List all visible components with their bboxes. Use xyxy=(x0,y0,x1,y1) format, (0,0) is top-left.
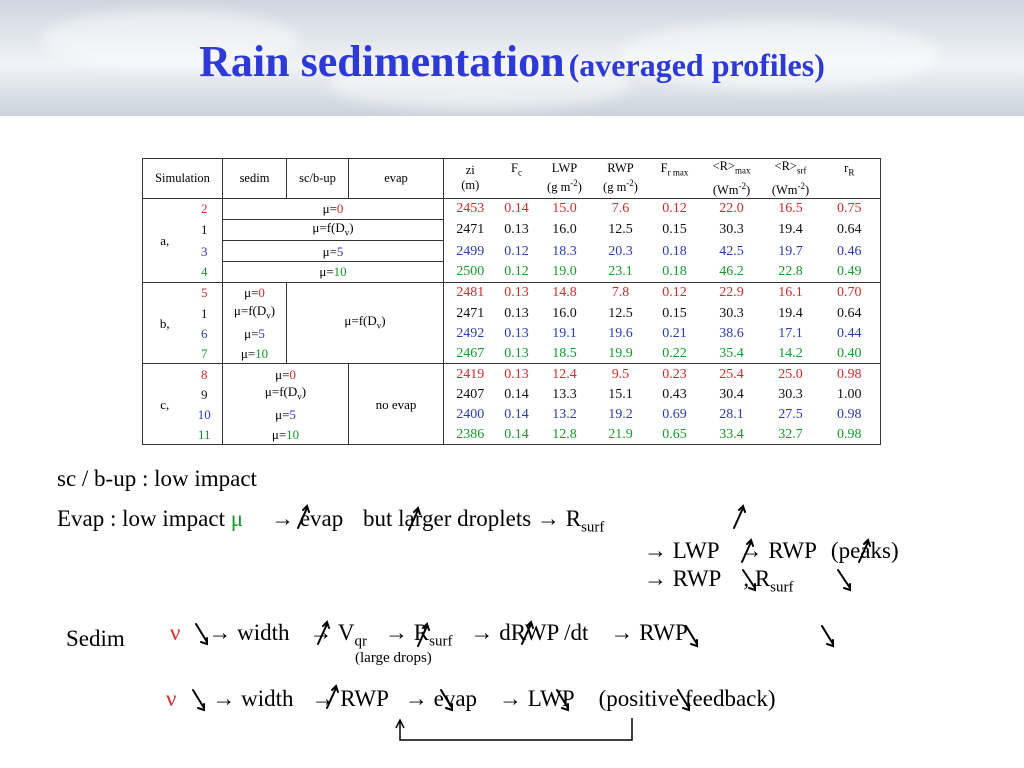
rmax-value: 30.3 xyxy=(719,305,744,321)
fc-value: 0.13 xyxy=(504,325,529,341)
zi-value: 2386 xyxy=(444,425,497,445)
zi-value: 2500 xyxy=(444,262,497,283)
rr-value: 0.98 xyxy=(819,364,881,384)
rwp-value: 12.5 xyxy=(608,305,633,321)
lwp-value: 13.2 xyxy=(552,407,577,423)
shared-setting: $\mu=f(D_v)$ xyxy=(287,282,444,363)
zi-value: 2407 xyxy=(444,384,497,405)
fr-value: 0.12 xyxy=(649,198,701,219)
arrow-up-icon xyxy=(522,624,531,644)
rwp-value: 7.8 xyxy=(593,282,649,302)
rmax-value: 42.5 xyxy=(719,243,744,259)
arrow-up-icon xyxy=(318,624,327,644)
arrow-down-icon xyxy=(822,626,833,644)
fc-value: 0.13 xyxy=(497,364,537,384)
fc-value: 0.12 xyxy=(504,243,529,259)
arrow-up-icon xyxy=(409,510,418,530)
sim-id: 7 xyxy=(187,343,223,363)
arrow-down-icon xyxy=(441,690,452,708)
rr-value: 1.00 xyxy=(819,384,881,405)
fc-value: 0.14 xyxy=(497,198,537,219)
fr-value: 0.15 xyxy=(662,305,687,321)
note-evap-lwp: → LWP → RWP (peaks) xyxy=(644,538,899,563)
rmax-value: 30.3 xyxy=(719,222,744,238)
arrow-down-icon xyxy=(743,570,755,588)
sim-id: 1 xyxy=(201,305,208,321)
lwp-value: 19.1 xyxy=(552,325,577,341)
feedback-loop-line xyxy=(400,718,632,740)
zi-value: 2467 xyxy=(444,343,497,363)
setting-cell: μ=0 xyxy=(223,198,444,219)
setting-cell: μ=10 xyxy=(223,425,349,445)
rwp-value: 20.3 xyxy=(608,243,633,259)
fc-value: 0.14 xyxy=(504,407,529,423)
setting-cell: μ=0 xyxy=(223,364,349,384)
sim-id: 2 xyxy=(187,198,223,219)
arrow-down-icon xyxy=(678,690,689,708)
rsrf-value: 19.7 xyxy=(778,243,803,259)
col-fc: $F_c$ xyxy=(497,159,537,199)
col-evap: evap xyxy=(349,159,444,199)
evap-setting: no evap xyxy=(349,364,444,445)
rr-value: 0.98 xyxy=(819,405,881,425)
rsrf-value: 25.0 xyxy=(763,364,819,384)
setting-cell: μ=10 xyxy=(223,262,444,283)
rsrf-value: 14.2 xyxy=(763,343,819,363)
note-evap-rwp: → RWP , $R_{surf}$ xyxy=(644,566,794,596)
zi-value: 2453 xyxy=(444,198,497,219)
fr-value: 0.15 xyxy=(662,222,687,238)
sim-id: 11 xyxy=(187,425,223,445)
col-scbup: sc/b-up xyxy=(287,159,349,199)
zi-value: 2471 xyxy=(444,219,497,241)
fr-value: 0.12 xyxy=(649,282,701,302)
group-label: c, xyxy=(143,364,187,445)
sedim-cell: μ=0 xyxy=(223,282,287,302)
rwp-value: 23.1 xyxy=(593,262,649,283)
arrow-up-icon xyxy=(418,626,427,646)
rr-value: 0.98 xyxy=(819,425,881,445)
rmax-value: 30.4 xyxy=(719,386,744,402)
rwp-value: 7.6 xyxy=(593,198,649,219)
sedim-cell: μ=5 xyxy=(223,323,287,343)
rr-value: 0.64 xyxy=(819,219,881,241)
col-zi: zi (m) xyxy=(444,159,497,199)
note-sedim-2: ν → width → RWP → evap → LWP (positive feedback) xyxy=(166,686,776,711)
arrow-up-icon xyxy=(327,688,336,708)
zi-value: 2499 xyxy=(444,241,497,262)
note-evap: Evap : low impact μ → evap but larger droplets → $R_{surf}$ xyxy=(57,506,605,536)
arrow-up-icon xyxy=(298,508,307,528)
lwp-value: 16.0 xyxy=(552,305,577,321)
note-sedim-1: ν → width → $V_{qr} \to R_{surf}$ → dRWP /dt → RWP xyxy=(170,620,688,650)
arrow-up-icon xyxy=(859,542,868,562)
rr-value: 0.40 xyxy=(819,343,881,363)
lwp-value: 12.4 xyxy=(537,364,593,384)
fc-value: 0.13 xyxy=(504,305,529,321)
zi-value: 2481 xyxy=(444,282,497,302)
fr-value: 0.18 xyxy=(662,243,687,259)
title-main: Rain sedimentation xyxy=(199,37,565,86)
rr-value: 0.49 xyxy=(819,262,881,283)
lwp-value: 16.0 xyxy=(552,222,577,238)
fc-value: 0.13 xyxy=(497,282,537,302)
rsrf-value: 22.8 xyxy=(763,262,819,283)
note-scbup: sc / b-up : low impact xyxy=(57,466,257,491)
rsrf-value: 30.3 xyxy=(778,386,803,402)
rsrf-value: 32.7 xyxy=(763,425,819,445)
sim-id: 9 xyxy=(201,386,208,402)
rr-value: 0.64 xyxy=(819,303,881,324)
rwp-value: 19.9 xyxy=(593,343,649,363)
zi-value: 2400 xyxy=(444,405,497,425)
rsrf-value: 27.5 xyxy=(778,407,803,423)
col-sedim: sedim xyxy=(223,159,287,199)
setting-cell: $\mu=f(D_v)$ xyxy=(223,384,349,405)
sim-id: 4 xyxy=(187,262,223,283)
arrow-down-icon xyxy=(196,624,207,642)
rr-value: 0.70 xyxy=(819,282,881,302)
arrow-down-icon xyxy=(557,690,568,708)
arrow-up-icon xyxy=(734,508,743,528)
lwp-value: 19.0 xyxy=(537,262,593,283)
rmax-value: 22.0 xyxy=(701,198,763,219)
col-rr: $r_R$ xyxy=(819,159,881,199)
rmax-value: 38.6 xyxy=(719,325,744,341)
rsrf-value: 17.1 xyxy=(778,325,803,341)
lwp-value: 13.3 xyxy=(552,386,577,402)
fc-value: 0.14 xyxy=(504,386,529,402)
rsrf-value: 16.5 xyxy=(763,198,819,219)
rmax-value: 35.4 xyxy=(701,343,763,363)
rmax-value: 25.4 xyxy=(701,364,763,384)
sim-id: 3 xyxy=(201,243,208,259)
rwp-value: 21.9 xyxy=(593,425,649,445)
rr-value: 0.46 xyxy=(819,241,881,262)
rmax-value: 22.9 xyxy=(701,282,763,302)
rr-value: 0.75 xyxy=(819,198,881,219)
rwp-value: 12.5 xyxy=(608,222,633,238)
sim-id: 10 xyxy=(197,407,211,423)
zi-value: 2492 xyxy=(444,323,497,343)
col-frmax: $F_{r max}$ xyxy=(649,159,701,199)
sedim-label: Sedim xyxy=(66,626,125,651)
fc-value: 0.13 xyxy=(504,222,529,238)
zi-value: 2471 xyxy=(444,303,497,324)
setting-cell: $\mu=f(D_v)$ xyxy=(223,219,444,241)
rsrf-value: 19.4 xyxy=(778,305,803,321)
rmax-value: 46.2 xyxy=(701,262,763,283)
col-rwp: RWP (g $m^{-2}$) xyxy=(593,159,649,199)
large-drops-note: (large drops) xyxy=(355,650,432,666)
fr-value: 0.69 xyxy=(662,407,687,423)
col-lwp: LWP (g $m^{-2}$) xyxy=(537,159,593,199)
lwp-value: 14.8 xyxy=(537,282,593,302)
rwp-value: 9.5 xyxy=(593,364,649,384)
zi-value: 2419 xyxy=(444,364,497,384)
feedback-loop xyxy=(396,718,632,740)
sedim-cell: μ=10 xyxy=(223,343,287,363)
col-simulation: Simulation xyxy=(143,159,223,199)
sedim-cell: $\mu=f(D_v)$ xyxy=(223,303,287,324)
title-sub: (averaged profiles) xyxy=(568,47,825,83)
lwp-value: 12.8 xyxy=(537,425,593,445)
fc-value: 0.12 xyxy=(497,262,537,283)
fc-value: 0.13 xyxy=(497,343,537,363)
arrow-down-icon xyxy=(193,690,204,708)
sim-id: 8 xyxy=(187,364,223,384)
fr-value: 0.23 xyxy=(649,364,701,384)
lwp-value: 18.3 xyxy=(552,243,577,259)
fr-value: 0.21 xyxy=(662,325,687,341)
rsrf-value: 16.1 xyxy=(763,282,819,302)
group-label: a, xyxy=(143,198,187,282)
arrow-up-icon xyxy=(742,542,751,562)
fr-value: 0.65 xyxy=(649,425,701,445)
rr-value: 0.44 xyxy=(819,323,881,343)
fc-value: 0.14 xyxy=(497,425,537,445)
lwp-value: 18.5 xyxy=(537,343,593,363)
rmax-value: 33.4 xyxy=(701,425,763,445)
group-label: b, xyxy=(143,282,187,363)
arrow-down-icon xyxy=(686,626,697,644)
lwp-value: 15.0 xyxy=(537,198,593,219)
rwp-value: 19.6 xyxy=(608,325,633,341)
sim-id: 5 xyxy=(187,282,223,302)
setting-cell: μ=5 xyxy=(223,405,349,425)
col-rmax: $<R>_{max}$ $(Wm^{-2})$ xyxy=(701,159,763,199)
rmax-value: 28.1 xyxy=(719,407,744,423)
rwp-value: 15.1 xyxy=(608,386,633,402)
sim-id: 1 xyxy=(201,222,208,238)
setting-cell: μ=5 xyxy=(223,241,444,262)
fr-value: 0.22 xyxy=(649,343,701,363)
rsrf-value: 19.4 xyxy=(778,222,803,238)
fr-value: 0.18 xyxy=(649,262,701,283)
sim-id: 6 xyxy=(201,325,208,341)
rwp-value: 19.2 xyxy=(608,407,633,423)
fr-value: 0.43 xyxy=(662,386,687,402)
col-rsrf: $<R>_{srf}$ $(Wm^{-2})$ xyxy=(763,159,819,199)
arrow-down-icon xyxy=(838,570,850,588)
